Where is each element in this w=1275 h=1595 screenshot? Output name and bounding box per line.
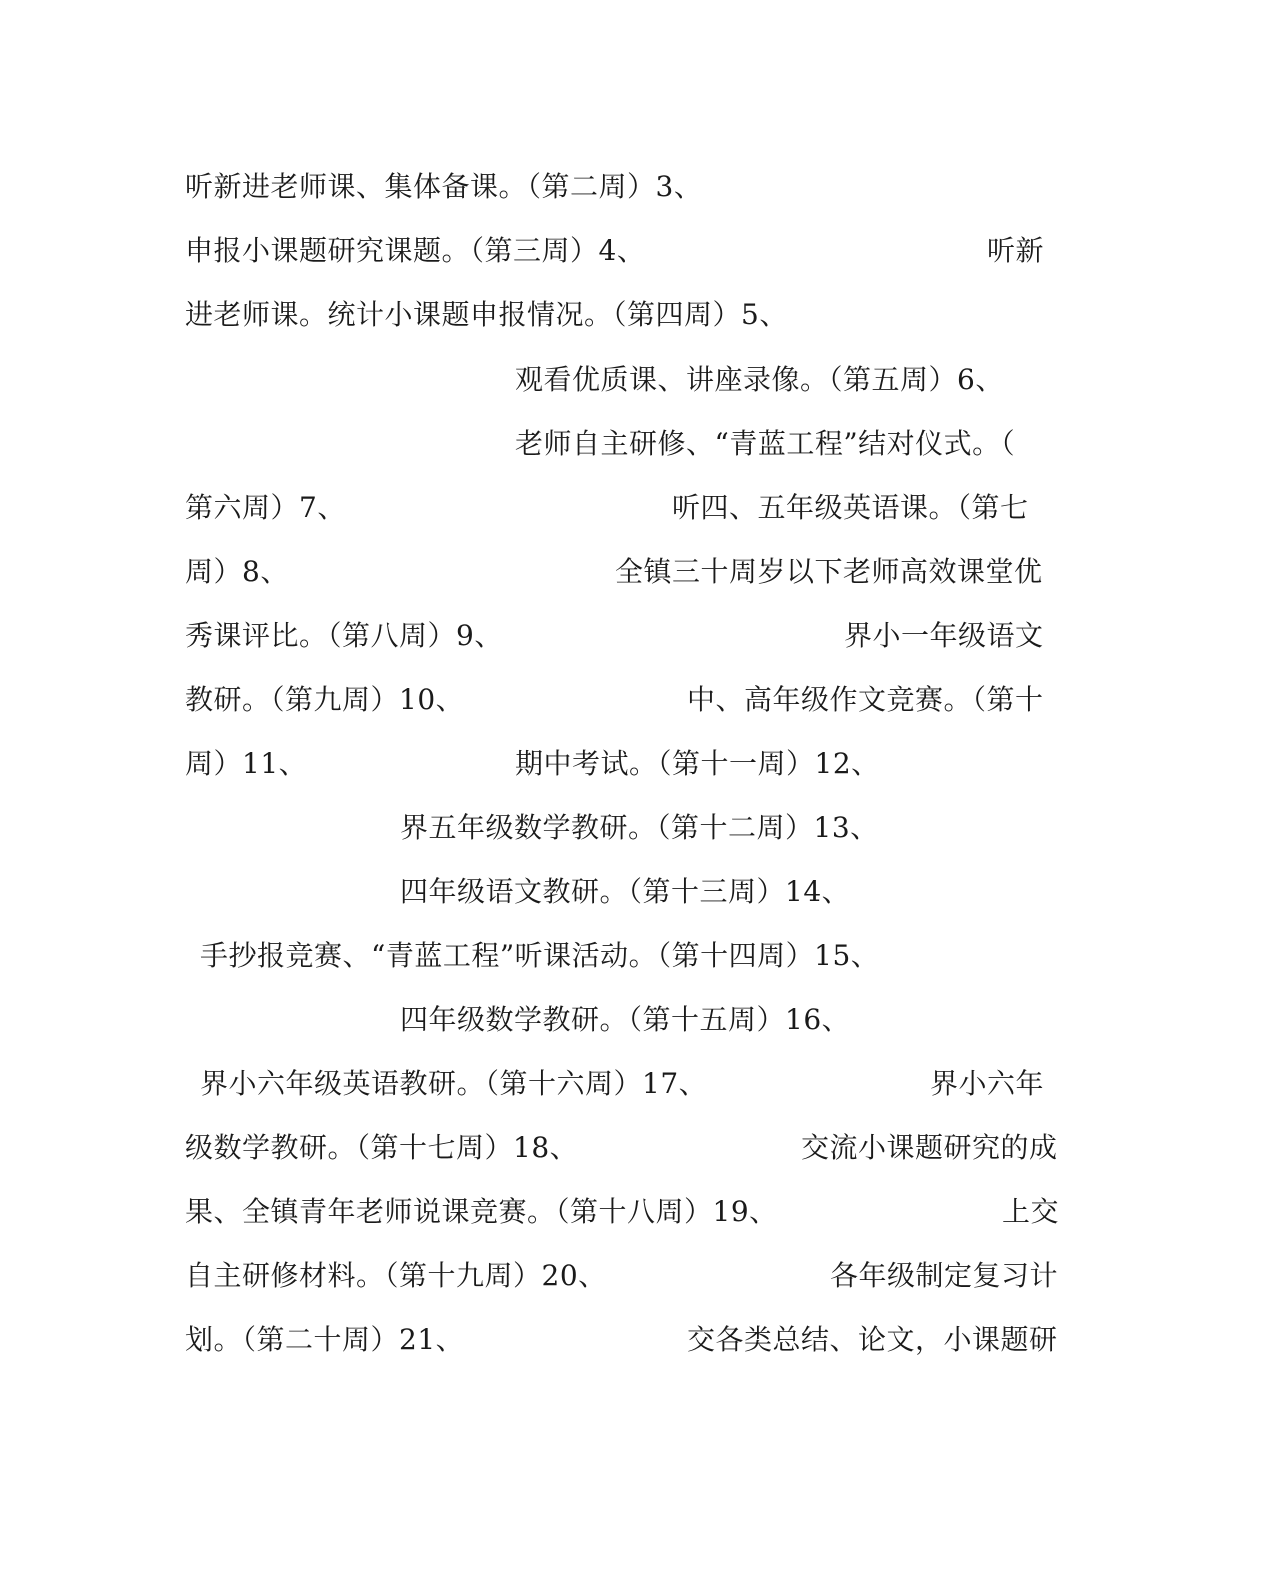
text-line: 全镇三十周岁以下老师高效课堂优: [615, 555, 1043, 588]
text-line: 观看优质课、讲座录像。（第五周）6、: [515, 363, 1004, 396]
text-line: 听四、五年级英语课。（第七: [672, 491, 1029, 524]
text-line: 级数学教研。（第十七周）18、: [185, 1131, 579, 1164]
text-line: 四年级语文教研。（第十三周）14、: [400, 875, 851, 908]
text-line: 进老师课。统计小课题申报情况。（第四周）5、: [185, 298, 788, 331]
text-line: 界小六年级英语教研。（第十六周）17、: [200, 1067, 708, 1100]
text-line: 划。（第二十周）21、: [185, 1323, 465, 1356]
text-line: 界小一年级语文: [844, 619, 1044, 652]
text-line: 周）8、: [185, 555, 289, 588]
text-line: 上交: [1002, 1195, 1060, 1228]
text-line: 老师自主研修、“青蓝工程”结对仪式。（: [515, 427, 1016, 460]
text-line: 中、高年级作文竞赛。（第十: [687, 683, 1044, 716]
text-line: 界五年级数学教研。（第十二周）13、: [400, 811, 879, 844]
text-line: 手抄报竞赛、“青蓝工程”听课活动。（第十四周）15、: [200, 939, 880, 972]
text-line: 期中考试。（第十一周）12、: [515, 747, 880, 780]
text-line: 秀课评比。（第八周）9、: [185, 619, 503, 652]
text-line: 交流小课题研究的成: [801, 1131, 1058, 1164]
text-line: 教研。（第九周）10、: [185, 683, 465, 716]
text-line: 第六周）7、: [185, 491, 346, 524]
text-line: 四年级数学教研。（第十五周）16、: [400, 1003, 851, 1036]
text-line: 申报小课题研究课题。（第三周）4、: [185, 234, 646, 267]
text-line: 各年级制定复习计: [830, 1259, 1059, 1292]
text-line: 交各类总结、论文，小课题研: [687, 1323, 1058, 1356]
text-line: 听新: [987, 234, 1045, 267]
text-line: 自主研修材料。（第十九周）20、: [185, 1259, 607, 1292]
text-line: 听新进老师课、集体备课。（第二周）3、: [185, 170, 703, 203]
text-line: 果、全镇青年老师说课竞赛。（第十八周）19、: [185, 1195, 778, 1228]
text-line: 界小六年: [930, 1067, 1045, 1100]
text-line: 周）11、: [185, 747, 308, 780]
